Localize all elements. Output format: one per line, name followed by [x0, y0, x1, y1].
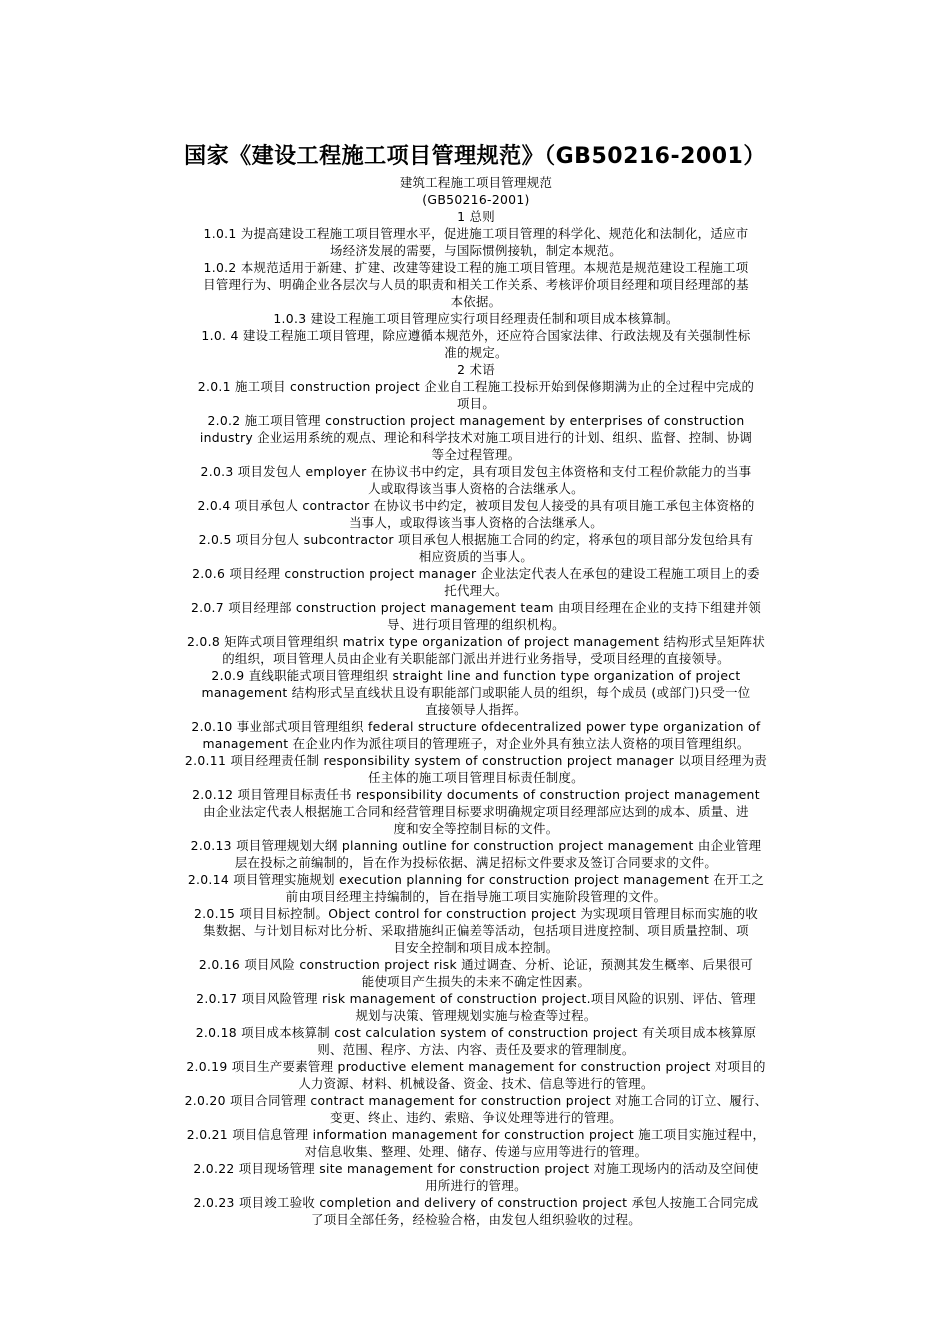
text-line: 2.0.14 项目管理实施规划 execution planning for construction project management 在开工之 [187, 872, 765, 887]
text-line: 1.0.3 建设工程施工项目管理应实行项目经理责任制和项目成本核算制。 [273, 311, 679, 326]
text-line: 1 总则 [457, 209, 495, 224]
text-line: 托代理大。 [444, 583, 508, 598]
text-line: 2.0.6 项目经理 construction project manager 企业法定代表人在承包的建设工程施工项目上的委 [192, 566, 760, 581]
text-line: 1.0. 4 建设工程施工项目管理，除应遵循本规范外，还应符合国家法律、行政法规及有关强制性标 [201, 328, 751, 343]
text-line: 目管理行为、明确企业各层次与人员的职责和相关工作关系、考核评价项目经理和项目经理部的基 [203, 277, 749, 292]
text-line: 度和安全等控制目标的文件。 [393, 821, 559, 836]
text-line: 任主体的施工项目管理目标责任制度。 [368, 770, 584, 785]
text-line: 直接领导人指挥。 [425, 702, 527, 717]
text-line: 2.0.8 矩阵式项目管理组织 matrix type organization of project management 结构形式呈矩阵状 [186, 634, 766, 649]
text-line: 2.0.12 项目管理目标责任书 responsibility documents of construction project management [192, 787, 760, 802]
text-line: 2.0.18 项目成本核算制 cost calculation system of construction project 有关项目成本核算原 [195, 1025, 757, 1040]
text-line: 2.0.22 项目现场管理 site management for construction project 对施工现场内的活动及空间使 [193, 1161, 759, 1176]
text-line: 建筑工程施工项目管理规范 [399, 175, 553, 190]
text-line: 当事人，或取得该当事人资格的合法继承人。 [349, 515, 603, 530]
text-line: 2.0.4 项目承包人 contractor 在协议书中约定，被项目发包人接受的具有项目施工承包主体资格的 [197, 498, 755, 513]
text-line: 2.0.15 项目目标控制。Object control for construction project 为实现项目管理目标而实施的收 [193, 906, 759, 921]
text-line: (GB50216-2001) [422, 192, 530, 207]
text-line: management 在企业内作为派往项目的管理班子，对企业外具有独立法人资格的项目管理组织。 [202, 736, 750, 751]
text-line: 规划与决策、管理规划实施与检查等过程。 [355, 1008, 597, 1023]
text-line: 2.0.16 项目风险 construction project risk 通过调查、分析、论证，预测其发生概率、后果很可 [198, 957, 754, 972]
text-line: 2.0.23 项目竣工验收 completion and delivery of construction project 承包人按施工合同完成 [193, 1195, 759, 1210]
text-line: management 结构形式呈直线状且设有职能部门或职能人员的组织，每个成员 (或部门)只受一位 [201, 685, 751, 700]
text-line: 了项目全部任务，经检验合格，由发包人组织验收的过程。 [311, 1212, 641, 1227]
text-line: 对信息收集、整理、处理、储存、传递与应用等进行的管理。 [304, 1144, 648, 1159]
text-line: 2.0.20 项目合同管理 contract management for construction project 对施工合同的订立、履行、 [184, 1093, 768, 1108]
text-line: 2.0.10 事业部式项目管理组织 federal structure ofdecentralized power type organization of [191, 719, 761, 734]
text-line: 2.0.17 项目风险管理 risk management of construction project.项目风险的识别、评估、管理 [196, 991, 756, 1006]
text-line: 2.0.9 直线职能式项目管理组织 straight line and function type organization of project [211, 668, 741, 683]
text-line: 准的规定。 [444, 345, 508, 360]
text-line: 相应资质的当事人。 [418, 549, 534, 564]
text-line: 2.0.1 施工项目 construction project 企业自工程施工投标开始到保修期满为止的全过程中完成的 [197, 379, 755, 394]
text-line: 2.0.13 项目管理规划大纲 planning outline for construction project management 由企业管理 [190, 838, 762, 853]
text-line: 2.0.5 项目分包人 subcontractor 项目承包人根据施工合同的约定，将承包的项目部分发包给具有 [198, 532, 754, 547]
text-line: 的组织，项目管理人员由企业有关职能部门派出并进行业务指导，受项目经理的直接领导。 [222, 651, 730, 666]
text-line: 本依据。 [450, 294, 502, 309]
text-line: 场经济发展的需要，与国际惯例接轨，制定本规范。 [330, 243, 622, 258]
text-line: 前由项目经理主持编制的，旨在指导施工项目实施阶段管理的文件。 [285, 889, 667, 904]
text-line: 变更、终止、违约、索赔、争议处理等进行的管理。 [330, 1110, 622, 1125]
text-line: 1.0.2 本规范适用于新建、扩建、改建等建设工程的施工项目管理。本规范是规范建设工程施工项 [203, 260, 749, 275]
text-line: 1.0.1 为提高建设工程施工项目管理水平，促进施工项目管理的科学化、规范化和法制化，适应市 [203, 226, 749, 241]
text-line: 导、进行项目管理的组织机构。 [387, 617, 565, 632]
text-line: 项目。 [456, 396, 496, 411]
text-line: 层在投标之前编制的，旨在作为投标依据、满足招标文件要求及签订合同要求的文件。 [234, 855, 718, 870]
document-body [140, 174, 812, 1228]
text-line: 2 术语 [457, 362, 495, 377]
text-line: 2.0.19 项目生产要素管理 productive element management for construction project 对项目的 [186, 1059, 766, 1074]
document-title: 国家《建设工程施工项目管理规范》（GB50216-2001） [184, 144, 766, 169]
text-line: 2.0.3 项目发包人 employer 在协议书中约定，具有项目发包主体资格和支付工程价款能力的当事 [200, 464, 752, 479]
text-line: 人或取得该当事人资格的合法继承人。 [368, 481, 584, 496]
text-line: 等全过程管理。 [431, 447, 521, 462]
text-line: 2.0.21 项目信息管理 information management for construction project 施工项目实施过程中， [186, 1127, 766, 1142]
text-line: 由企业法定代表人根据施工合同和经营管理目标要求明确规定项目经理部应达到的成本、质量、进 [203, 804, 749, 819]
text-line: 能使项目产生损失的未来不确定性因素。 [361, 974, 591, 989]
text-line: 集数据、与计划目标对比分析、采取措施纠正偏差等活动，包括项目进度控制、项目质量控制、项 [203, 923, 749, 938]
text-line: 人力资源、材料、机械设备、资金、技术、信息等进行的管理。 [298, 1076, 654, 1091]
text-line: 2.0.2 施工项目管理 construction project management by enterprises of construction [207, 413, 745, 428]
text-line: 2.0.7 项目经理部 construction project management team 由项目经理在企业的支持下组建并领 [190, 600, 762, 615]
text-line: 则、范围、程序、方法、内容、责任及要求的管理制度。 [317, 1042, 635, 1057]
text-line: 目安全控制和项目成本控制。 [393, 940, 559, 955]
text-line: 用所进行的管理。 [425, 1178, 527, 1193]
text-line: 2.0.11 项目经理责任制 responsibility system of construction project manager 以项目经理为责 [184, 753, 768, 768]
text-line: industry 企业运用系统的观点、理论和科学技术对施工项目进行的计划、组织、监督、控制、协调 [199, 430, 753, 445]
